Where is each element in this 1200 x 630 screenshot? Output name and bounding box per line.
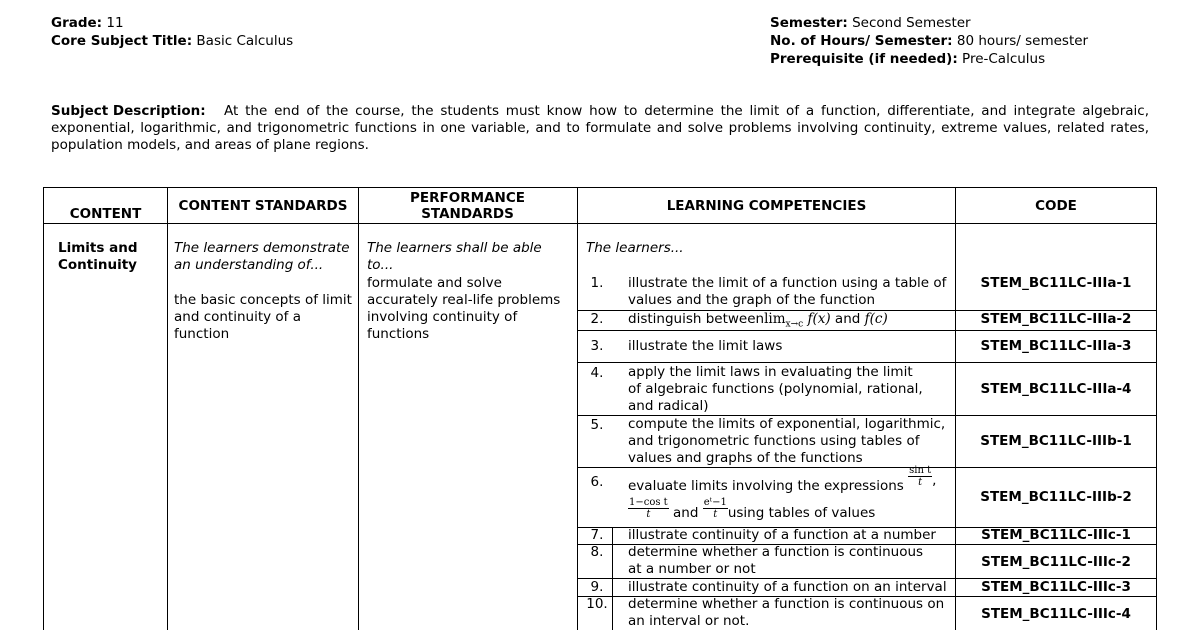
- header-learning-competencies: LEARNING COMPETENCIES: [666, 198, 867, 214]
- competency-code: STEM_BC11LC-IIIa-4: [980, 381, 1132, 397]
- math-lim: lim: [764, 311, 786, 327]
- math-fx: f(x): [803, 311, 831, 327]
- math-fraction: [703, 497, 728, 520]
- competency-number: 7.: [590, 527, 604, 543]
- competency-text: illustrate the limit laws: [628, 338, 783, 354]
- competency-text: determine whether a function is continuous at a number or not: [628, 544, 924, 577]
- hours-value: 80 hours/ semester: [956, 33, 1089, 49]
- competency-code: STEM_BC11LC-IIIa-1: [980, 275, 1132, 291]
- competency-number: 9.: [590, 579, 604, 595]
- competency-code: STEM_BC11LC-IIIc-4: [981, 606, 1131, 622]
- description-label: Subject Description:: [51, 103, 206, 119]
- performance-standards-intro: The learners shall be able to...: [367, 240, 542, 273]
- competency-text: illustrate continuity of a function at a number: [628, 527, 936, 543]
- competency-text: evaluate limits involving the expressions $\frac{\text{sin t}}{t}$ ,: [628, 465, 937, 494]
- competency-number: 10.: [586, 596, 608, 612]
- competency-number: 2.: [590, 311, 604, 327]
- subject-line: [51, 33, 293, 51]
- fraction-numerator: sin t: [909, 465, 932, 476]
- fraction-denominator: t: [918, 477, 923, 488]
- competency-text-part: distinguish between: [628, 311, 765, 327]
- competency-code: STEM_BC11LC-IIIa-2: [980, 311, 1132, 327]
- competency-text: apply the limit laws in evaluating the limit of algebraic functions (polynomial, rational, and radical): [628, 364, 923, 414]
- math-fc: f(c): [864, 311, 888, 327]
- competency-text-part: and: [830, 311, 865, 327]
- competency-text: determine whether a function is continuous on an interval or not.: [628, 596, 945, 629]
- fraction-denominator: t: [646, 509, 651, 520]
- competency-code: STEM_BC11LC-IIIb-1: [980, 433, 1132, 449]
- competency-text-part: and: [673, 504, 699, 521]
- competency-text-part: evaluate limits involving the expressions: [628, 477, 904, 494]
- competencies-intro: The learners...: [586, 240, 684, 256]
- performance-standards-text: formulate and solve accurately real-life problems involving continuity of functions: [367, 275, 561, 342]
- competency-code: STEM_BC11LC-IIIc-2: [981, 554, 1131, 570]
- fraction-numerator: eᵗ−1: [703, 497, 727, 508]
- grade-line: [51, 15, 124, 33]
- competency-text: [628, 311, 948, 334]
- competency-text: compute the limits of exponential, logarithmic, and trigonometric functions using tables of values and graphs of the functions: [628, 416, 946, 466]
- competency-number: 6.: [590, 474, 604, 490]
- semester-label: Semester:: [770, 15, 848, 31]
- competency-text-part: using tables of values: [727, 504, 876, 521]
- competency-number: 8.: [590, 544, 604, 560]
- competency-code: STEM_BC11LC-IIIc-3: [981, 579, 1131, 595]
- competency-text: illustrate continuity of a function on an interval: [628, 579, 947, 595]
- prereq-value: Pre-Calculus: [962, 51, 1046, 67]
- math-fraction: [628, 497, 669, 520]
- hours-label: No. of Hours/ Semester:: [770, 33, 953, 49]
- competency-text: illustrate the limit of a function using a table of values and the graph of the function: [628, 275, 947, 308]
- competency-code: STEM_BC11LC-IIIb-2: [980, 489, 1132, 505]
- description-text: At the end of the course, the students must know how to determine the limit of a function, differentiate, and integrate algebraic, exponential, logarithmic, and trigonometric functions in one variable, and to formulate and solve problems involving continuity, extreme values, related rates, population models, and areas of plane regions.: [51, 103, 1149, 153]
- competency-number: 1.: [590, 275, 604, 291]
- math-lim-subscript: x→c: [785, 319, 804, 330]
- semester-line: [770, 15, 971, 33]
- fraction-denominator: t: [713, 509, 718, 520]
- prereq-line: [770, 51, 1045, 69]
- competency-code: STEM_BC11LC-IIIa-3: [980, 338, 1132, 354]
- header-content: CONTENT: [69, 206, 142, 222]
- competency-text: [628, 497, 948, 520]
- header-code: CODE: [1035, 198, 1077, 214]
- competency-number: 4.: [590, 365, 604, 381]
- grade-label: Grade:: [51, 15, 103, 31]
- description-text-wrap: [51, 103, 1149, 154]
- header-content-standards: CONTENT STANDARDS: [178, 198, 348, 214]
- math-fraction: [908, 465, 932, 488]
- semester-value: Second Semester: [852, 15, 971, 31]
- subject-label: Core Subject Title:: [51, 33, 193, 49]
- competency-number: 5.: [590, 417, 604, 433]
- competency-number: 3.: [590, 338, 604, 354]
- grade-value: 11: [106, 15, 124, 31]
- competency-code: STEM_BC11LC-IIIc-1: [981, 527, 1131, 543]
- header-performance-standards: PERFORMANCE STANDARDS: [410, 190, 525, 222]
- prereq-label: Prerequisite (if needed):: [770, 51, 958, 67]
- content-standards-intro: The learners demonstrate an understanding of...: [174, 240, 350, 273]
- content-standards-text: the basic concepts of limit and continuity of a function: [174, 292, 352, 342]
- fraction-numerator: 1−cos t: [629, 497, 668, 508]
- hours-line: [770, 33, 1088, 51]
- subject-value: Basic Calculus: [196, 33, 294, 49]
- content-topic: Limits and Continuity: [58, 240, 138, 273]
